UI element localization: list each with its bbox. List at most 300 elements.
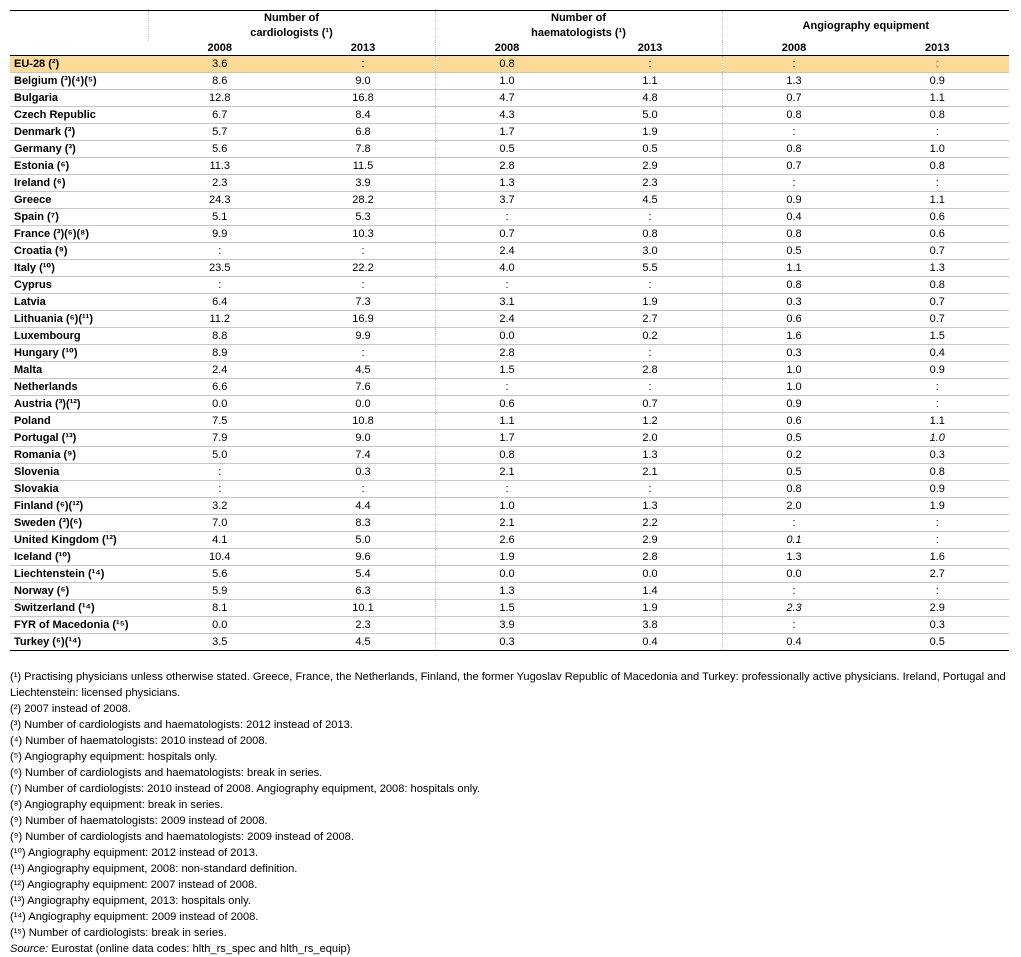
- table-cell: 0.3: [866, 617, 1010, 634]
- table-cell: 3.9: [435, 617, 579, 634]
- table-cell: 1.1: [435, 413, 579, 430]
- year-header: 2008: [722, 41, 866, 56]
- table-cell: 0.5: [722, 243, 866, 260]
- table-cell: 0.7: [722, 158, 866, 175]
- row-label: Slovakia: [10, 481, 148, 498]
- footnote: (⁴) Number of haematologists: 2010 instead of 2008.: [10, 735, 268, 747]
- row-label: Romania (⁹): [10, 447, 148, 464]
- table-cell: 0.8: [866, 107, 1010, 124]
- table-cell: :: [292, 56, 436, 73]
- row-label: Lithuania (⁶)(¹¹): [10, 311, 148, 328]
- table-row: [10, 209, 1009, 226]
- table-cell: 6.7: [148, 107, 292, 124]
- table-cell: 5.9: [148, 583, 292, 600]
- table-cell: 10.4: [148, 549, 292, 566]
- table-cell: 0.9: [722, 192, 866, 209]
- table-cell: 6.3: [292, 583, 436, 600]
- table-cell: 3.5: [148, 634, 292, 651]
- table-cell: 16.9: [292, 311, 436, 328]
- table-cell: 5.0: [579, 107, 723, 124]
- table-row: [10, 379, 1009, 396]
- table-cell: 8.3: [292, 515, 436, 532]
- table-row: [10, 141, 1009, 158]
- table-cell: 0.3: [722, 294, 866, 311]
- table-cell: 0.2: [722, 447, 866, 464]
- table-cell: 3.2: [148, 498, 292, 515]
- table-cell: 0.6: [722, 311, 866, 328]
- row-label: Turkey (⁶)(¹⁴): [10, 634, 148, 651]
- table-row: [10, 430, 1009, 447]
- table-cell: 2.1: [435, 464, 579, 481]
- table-cell: 5.6: [148, 141, 292, 158]
- table-cell: 8.1: [148, 600, 292, 617]
- table-cell: 0.5: [435, 141, 579, 158]
- table-cell: 7.6: [292, 379, 436, 396]
- table-cell: :: [866, 124, 1010, 141]
- table-row: [10, 124, 1009, 141]
- table-row: [10, 158, 1009, 175]
- table-cell: 8.9: [148, 345, 292, 362]
- table-cell: 2.9: [579, 532, 723, 549]
- footnote: (⁷) Number of cardiologists: 2010 instead of 2008. Angiography equipment, 2008: hospitals only.: [10, 783, 481, 795]
- table-cell: 6.4: [148, 294, 292, 311]
- table-row: [10, 107, 1009, 124]
- table-cell: 7.9: [148, 430, 292, 447]
- row-label: Latvia: [10, 294, 148, 311]
- row-label: Denmark (³): [10, 124, 148, 141]
- row-label: Iceland (¹⁰): [10, 549, 148, 566]
- table-cell: :: [722, 124, 866, 141]
- table-cell: 0.0: [292, 396, 436, 413]
- table-cell: :: [579, 481, 723, 498]
- row-label: Slovenia: [10, 464, 148, 481]
- table-row: [10, 243, 1009, 260]
- table-cell: 1.0: [722, 362, 866, 379]
- statistics-table: [10, 10, 1009, 651]
- table-cell: :: [722, 515, 866, 532]
- table-cell: 1.0: [866, 430, 1010, 447]
- table-cell: 0.9: [866, 362, 1010, 379]
- table-cell: 4.5: [292, 362, 436, 379]
- source-text: Eurostat (online data codes: hlth_rs_spec and hlth_rs_equip): [48, 943, 351, 955]
- table-cell: 0.3: [722, 345, 866, 362]
- table-cell: 0.4: [722, 634, 866, 651]
- table-cell: 1.5: [435, 600, 579, 617]
- table-cell: 0.7: [866, 311, 1010, 328]
- table-cell: 0.9: [866, 73, 1010, 90]
- table-cell: 0.6: [866, 209, 1010, 226]
- table-cell: 1.5: [866, 328, 1010, 345]
- table-cell: 0.5: [722, 464, 866, 481]
- table-cell: :: [866, 532, 1010, 549]
- table-cell: 0.5: [866, 634, 1010, 651]
- table-row: [10, 56, 1009, 73]
- table-cell: 1.5: [435, 362, 579, 379]
- table-cell: 0.6: [866, 226, 1010, 243]
- group-header-line: Number of: [551, 12, 607, 24]
- table-cell: 4.4: [292, 498, 436, 515]
- table-row: [10, 175, 1009, 192]
- table-cell: 2.3: [148, 175, 292, 192]
- row-label: Croatia (⁹): [10, 243, 148, 260]
- table-cell: 2.3: [722, 600, 866, 617]
- table-cell: :: [866, 396, 1010, 413]
- table-cell: 4.0: [435, 260, 579, 277]
- table-cell: 1.1: [866, 413, 1010, 430]
- footnote: (¹⁴) Angiography equipment: 2009 instead of 2008.: [10, 911, 259, 923]
- table-cell: :: [722, 617, 866, 634]
- table-cell: 3.9: [292, 175, 436, 192]
- table-cell: 0.2: [579, 328, 723, 345]
- table-cell: :: [722, 175, 866, 192]
- row-label: Czech Republic: [10, 107, 148, 124]
- table-cell: 1.3: [722, 73, 866, 90]
- year-header: 2013: [579, 41, 723, 56]
- footnote: (¹⁵) Number of cardiologists: break in series.: [10, 927, 227, 939]
- table-cell: 1.1: [866, 192, 1010, 209]
- table-cell: 10.3: [292, 226, 436, 243]
- group-header-line: Number of: [264, 12, 319, 24]
- table-cell: 0.5: [579, 141, 723, 158]
- table-cell: 4.8: [579, 90, 723, 107]
- table-cell: 0.0: [435, 566, 579, 583]
- source-line: [10, 941, 1009, 957]
- table-cell: 5.7: [148, 124, 292, 141]
- table-cell: :: [579, 209, 723, 226]
- table-cell: 1.6: [866, 549, 1010, 566]
- table-cell: 1.0: [435, 73, 579, 90]
- table-cell: 3.1: [435, 294, 579, 311]
- table-cell: 8.6: [148, 73, 292, 90]
- footnote: (¹¹) Angiography equipment, 2008: non-standard definition.: [10, 863, 298, 875]
- year-header: 2013: [292, 41, 436, 56]
- table-row: [10, 90, 1009, 107]
- table-cell: 0.8: [866, 464, 1010, 481]
- row-label: Liechtenstein (¹⁴): [10, 566, 148, 583]
- table-cell: 9.6: [292, 549, 436, 566]
- table-row: [10, 464, 1009, 481]
- table-cell: 0.7: [866, 294, 1010, 311]
- table-cell: 0.3: [292, 464, 436, 481]
- table-cell: 0.0: [148, 617, 292, 634]
- table-cell: 5.0: [148, 447, 292, 464]
- table-cell: 2.8: [435, 345, 579, 362]
- table-cell: 2.7: [579, 311, 723, 328]
- table-cell: :: [579, 277, 723, 294]
- group-header-line: cardiologists (¹): [250, 27, 333, 39]
- table-cell: :: [148, 277, 292, 294]
- year-header: 2008: [148, 41, 292, 56]
- row-label: Italy (¹⁰): [10, 260, 148, 277]
- table-cell: 5.3: [292, 209, 436, 226]
- group-header-line: haematologists (¹): [531, 27, 626, 39]
- row-label: Austria (³)(¹²): [10, 396, 148, 413]
- table-row: [10, 362, 1009, 379]
- row-label: Spain (⁷): [10, 209, 148, 226]
- table-cell: 2.6: [435, 532, 579, 549]
- table-cell: 10.1: [292, 600, 436, 617]
- table-cell: 0.3: [866, 447, 1010, 464]
- table-cell: 1.3: [579, 447, 723, 464]
- table-row: [10, 617, 1009, 634]
- table-cell: :: [148, 243, 292, 260]
- table-cell: 0.4: [579, 634, 723, 651]
- table-cell: 1.4: [579, 583, 723, 600]
- footnote: (¹⁰) Angiography equipment: 2012 instead of 2013.: [10, 847, 259, 859]
- table-cell: 22.2: [292, 260, 436, 277]
- source-label: Source:: [10, 943, 49, 955]
- table-cell: 16.8: [292, 90, 436, 107]
- table-cell: 1.7: [435, 124, 579, 141]
- table-cell: 6.6: [148, 379, 292, 396]
- table-cell: 0.7: [722, 90, 866, 107]
- table-row: [10, 549, 1009, 566]
- table-cell: 0.8: [722, 141, 866, 158]
- table-corner-cell: [10, 11, 148, 42]
- row-label: Cyprus: [10, 277, 148, 294]
- table-cell: :: [148, 464, 292, 481]
- table-cell: 5.6: [148, 566, 292, 583]
- footnote: (²) 2007 instead of 2008.: [10, 703, 131, 715]
- row-label: Sweden (³)(⁶): [10, 515, 148, 532]
- table-cell: 1.9: [435, 549, 579, 566]
- table-row: [10, 634, 1009, 651]
- table-cell: 7.4: [292, 447, 436, 464]
- table-cell: 1.3: [722, 549, 866, 566]
- table-cell: 0.1: [722, 532, 866, 549]
- table-cell: 0.9: [722, 396, 866, 413]
- table-row: [10, 515, 1009, 532]
- row-label: Bulgaria: [10, 90, 148, 107]
- table-cell: 2.9: [866, 600, 1010, 617]
- table-cell: :: [579, 345, 723, 362]
- table-cell: 1.1: [579, 73, 723, 90]
- table-row: [10, 413, 1009, 430]
- table-cell: 2.0: [579, 430, 723, 447]
- row-label: Belgium (³)(⁴)(⁵): [10, 73, 148, 90]
- table-cell: 28.2: [292, 192, 436, 209]
- table-cell: 0.8: [722, 107, 866, 124]
- table-row: [10, 532, 1009, 549]
- table-cell: 0.3: [435, 634, 579, 651]
- row-label: EU-28 (²): [10, 56, 148, 73]
- table-row: [10, 600, 1009, 617]
- table-row: [10, 73, 1009, 90]
- table-cell: 3.6: [148, 56, 292, 73]
- table-cell: 4.7: [435, 90, 579, 107]
- table-cell: 0.8: [866, 277, 1010, 294]
- table-cell: 1.3: [435, 583, 579, 600]
- table-cell: 0.4: [866, 345, 1010, 362]
- row-label: Germany (³): [10, 141, 148, 158]
- table-cell: 0.7: [435, 226, 579, 243]
- row-label: FYR of Macedonia (¹⁵): [10, 617, 148, 634]
- table-cell: :: [292, 243, 436, 260]
- table-cell: 2.4: [435, 243, 579, 260]
- table-cell: 0.5: [722, 430, 866, 447]
- row-label: Poland: [10, 413, 148, 430]
- table-cell: 11.3: [148, 158, 292, 175]
- table-cell: 1.6: [722, 328, 866, 345]
- row-label: Malta: [10, 362, 148, 379]
- table-cell: :: [435, 379, 579, 396]
- table-cell: 2.0: [722, 498, 866, 515]
- footnote: (⁹) Number of haematologists: 2009 instead of 2008.: [10, 815, 268, 827]
- table-cell: 0.7: [866, 243, 1010, 260]
- table-cell: :: [292, 345, 436, 362]
- table-cell: 9.0: [292, 430, 436, 447]
- table-cell: :: [579, 379, 723, 396]
- table-cell: 0.0: [435, 328, 579, 345]
- table-row: [10, 566, 1009, 583]
- table-cell: 4.3: [435, 107, 579, 124]
- footnote: (⁸) Angiography equipment: break in series.: [10, 799, 224, 811]
- footnote: (⁶) Number of cardiologists and haematologists: break in series.: [10, 767, 323, 779]
- table-cell: 1.9: [579, 294, 723, 311]
- row-label: Greece: [10, 192, 148, 209]
- table-cell: 2.3: [292, 617, 436, 634]
- table-cell: 12.8: [148, 90, 292, 107]
- table-cell: :: [435, 481, 579, 498]
- table-cell: :: [722, 56, 866, 73]
- table-cell: :: [435, 277, 579, 294]
- table-cell: 1.3: [866, 260, 1010, 277]
- table-cell: 5.5: [579, 260, 723, 277]
- table-cell: :: [866, 175, 1010, 192]
- table-cell: :: [579, 56, 723, 73]
- table-row: [10, 294, 1009, 311]
- table-cell: 1.2: [579, 413, 723, 430]
- table-cell: 23.5: [148, 260, 292, 277]
- table-cell: :: [722, 583, 866, 600]
- table-cell: 1.3: [579, 498, 723, 515]
- row-label: Norway (⁶): [10, 583, 148, 600]
- table-cell: 8.4: [292, 107, 436, 124]
- table-cell: 7.8: [292, 141, 436, 158]
- table-cell: 1.0: [722, 379, 866, 396]
- table-cell: 7.3: [292, 294, 436, 311]
- table-cell: 1.7: [435, 430, 579, 447]
- table-cell: 9.9: [292, 328, 436, 345]
- table-cell: 0.0: [148, 396, 292, 413]
- table-cell: :: [292, 481, 436, 498]
- table-cell: 2.8: [579, 362, 723, 379]
- table-cell: 2.1: [579, 464, 723, 481]
- table-cell: 2.1: [435, 515, 579, 532]
- table-cell: 0.8: [722, 226, 866, 243]
- table-cell: 0.0: [579, 566, 723, 583]
- table-row: [10, 345, 1009, 362]
- row-label: Luxembourg: [10, 328, 148, 345]
- table-cell: 0.8: [722, 481, 866, 498]
- table-cell: 9.9: [148, 226, 292, 243]
- table-cell: 7.5: [148, 413, 292, 430]
- table-row: [10, 277, 1009, 294]
- row-label: France (³)(⁶)(⁸): [10, 226, 148, 243]
- table-cell: 3.8: [579, 617, 723, 634]
- table-cell: 0.8: [722, 277, 866, 294]
- table-cell: 0.4: [722, 209, 866, 226]
- table-cell: :: [866, 56, 1010, 73]
- table-cell: 2.8: [579, 549, 723, 566]
- footnote: (¹) Practising physicians unless otherwise stated. Greece, France, the Netherlands, Finland, the former Yugoslav Republic of Macedonia and Turkey: professionally active physicians. Ireland, Portugal and Liechtenstein: licensed physicians.: [10, 671, 1006, 699]
- page: [10, 10, 1009, 957]
- table-cell: 2.9: [579, 158, 723, 175]
- row-label: Portugal (¹³): [10, 430, 148, 447]
- table-cell: 11.2: [148, 311, 292, 328]
- table-cell: 1.1: [866, 90, 1010, 107]
- table-cell: 0.6: [722, 413, 866, 430]
- table-row: [10, 583, 1009, 600]
- table-cell: 0.9: [866, 481, 1010, 498]
- table-cell: 0.0: [722, 566, 866, 583]
- table-cell: 2.8: [435, 158, 579, 175]
- table-cell: 4.1: [148, 532, 292, 549]
- table-cell: 6.8: [292, 124, 436, 141]
- group-header-haematologists: [435, 11, 722, 42]
- table-cell: 1.9: [579, 124, 723, 141]
- table-cell: 3.0: [579, 243, 723, 260]
- table-cell: 7.0: [148, 515, 292, 532]
- table-cell: :: [292, 277, 436, 294]
- table-cell: 4.5: [292, 634, 436, 651]
- table-cell: 0.8: [866, 158, 1010, 175]
- table-cell: 2.7: [866, 566, 1010, 583]
- year-header: 2008: [435, 41, 579, 56]
- year-header: 2013: [866, 41, 1010, 56]
- table-cell: 9.0: [292, 73, 436, 90]
- table-row: [10, 192, 1009, 209]
- row-label: Switzerland (¹⁴): [10, 600, 148, 617]
- footnote: (⁵) Angiography equipment: hospitals only.: [10, 751, 218, 763]
- table-cell: 1.9: [866, 498, 1010, 515]
- table-cell: 0.6: [435, 396, 579, 413]
- table-cell: 1.1: [722, 260, 866, 277]
- table-cell: 8.8: [148, 328, 292, 345]
- table-row: [10, 328, 1009, 345]
- table-cell: 1.0: [866, 141, 1010, 158]
- table-year-header-row: [10, 41, 1009, 56]
- table-cell: 10.8: [292, 413, 436, 430]
- table-body: [10, 56, 1009, 651]
- table-cell: 1.3: [435, 175, 579, 192]
- table-cell: 0.8: [579, 226, 723, 243]
- table-row: [10, 447, 1009, 464]
- table-row: [10, 226, 1009, 243]
- table-cell: 2.4: [148, 362, 292, 379]
- table-group-header-row: [10, 11, 1009, 42]
- group-header-cardiologists: [148, 11, 435, 42]
- row-label: Hungary (¹⁰): [10, 345, 148, 362]
- row-label: Ireland (⁶): [10, 175, 148, 192]
- table-row: [10, 260, 1009, 277]
- year-header-blank: [10, 41, 148, 56]
- table-cell: 0.7: [579, 396, 723, 413]
- table-cell: 3.7: [435, 192, 579, 209]
- table-cell: 1.0: [435, 498, 579, 515]
- table-row: [10, 311, 1009, 328]
- footnote: (¹³) Angiography equipment, 2013: hospitals only.: [10, 895, 251, 907]
- table-cell: :: [866, 515, 1010, 532]
- table-row: [10, 498, 1009, 515]
- table-cell: 11.5: [292, 158, 436, 175]
- table-row: [10, 481, 1009, 498]
- table-cell: 5.1: [148, 209, 292, 226]
- table-cell: 2.2: [579, 515, 723, 532]
- footnote: (⁹) Number of cardiologists and haematologists: 2009 instead of 2008.: [10, 831, 354, 843]
- table-cell: 24.3: [148, 192, 292, 209]
- table-cell: 4.5: [579, 192, 723, 209]
